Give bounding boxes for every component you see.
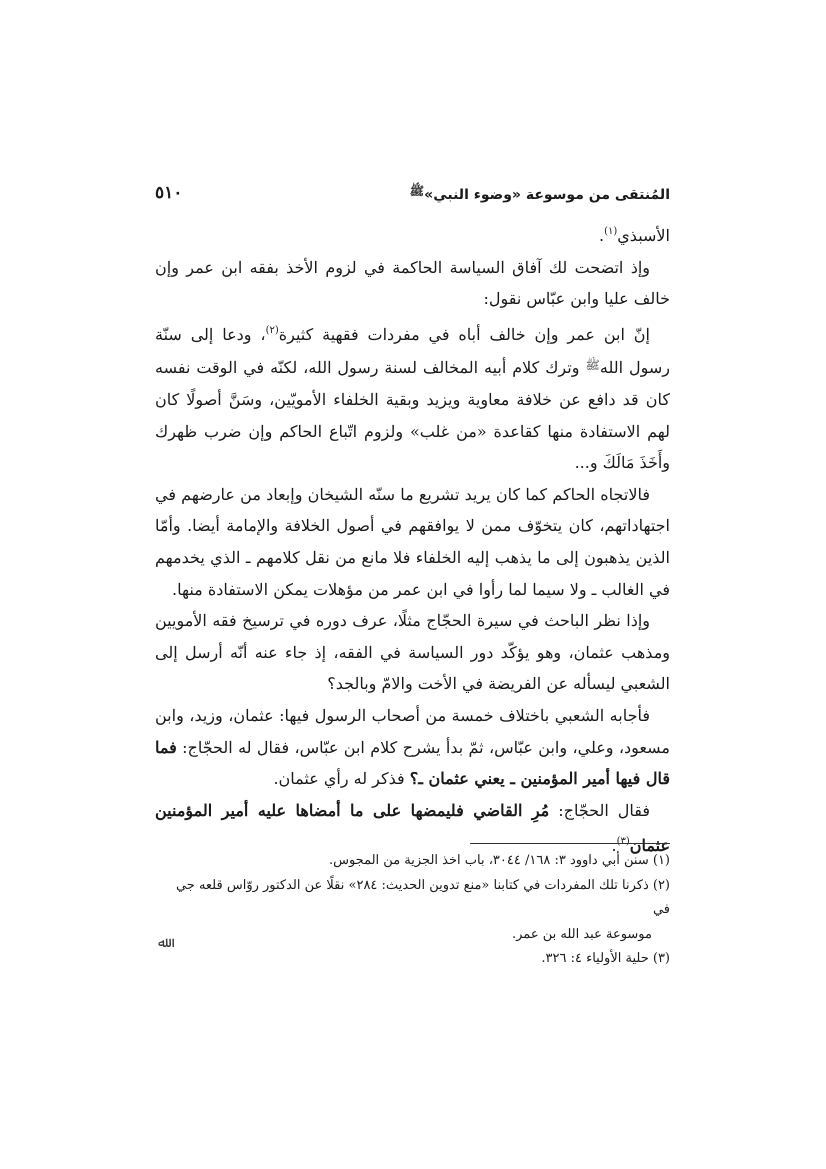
main-text (155, 216, 670, 862)
footnotes (155, 849, 670, 972)
paragraph-7-bold: مُرِ القاضي فليمضها على ما أمضاها عليه أمير المؤمنين عثمان (155, 800, 670, 856)
paragraph-3 (155, 315, 670, 479)
footnote-2-continued: موسوعة عبد الله بن عمر. (512, 926, 652, 942)
paragraph-5: وإذا نظر الباحث في سيرة الحجّاج مثلًا، عرف دوره في ترسيخ فقه الأمويين ومذهب عثمان، وهو يؤكّد دور السياسة في الفقه، إذ جاء عنه أنّه أرسل إلى الشعبي ليسأله عن الفريضة في الأخت والامّ وبالجد؟ (155, 611, 670, 694)
corner-ornament: ﷲ (158, 935, 167, 951)
paragraph-6-text-a: فأجابه الشعبي باختلاف خمسة من أصحاب الرسول فيها: عثمان، وزيد، وابن مسعود، وعلي، وابن عبّاس، ثمّ بدأ يشرح كلام ابن عبّاس، فقال له الحجّاج: (155, 705, 670, 757)
paragraph-1-end: . (598, 226, 605, 245)
paragraph-3-text-a: إنّ ابن عمر وإن خالف أباه في مفردات فقهية كثيرة (278, 324, 650, 344)
footnote-ref-1: (١) (604, 226, 618, 237)
footnote-1: (١) سنن أبي داوود ٣: ١٦٨/ ٣٠٤٤، باب اخذ الجزية من المجوس. (328, 853, 670, 868)
footnote-ref-3: (٣) (616, 836, 630, 848)
paragraph-1 (155, 216, 670, 252)
paragraph-3-text-b: ، ودعا إلى سنّة رسول الله (155, 324, 671, 378)
paragraph-3-text-c: وترك كلام أبيه المخالف لسنة رسول الله، لكنّه في الوقت نفسه كان قد دافع عن خلافة معاوية ويزيد وبقية الخلفاء الأمويّين، وسَنَّ أصولًا كان لهم الاستفادة منها كقاعدة «من غلب» ولزوم اتّباع الحاكم وإن ضرب ظهرك وأَخَذَ مَالَكَ و... (155, 358, 670, 473)
paragraph-2: وإذ اتضحت لك آفاق السياسة الحاكمة في لزوم الأخذ بفقه ابن عمر وإن خالف عليا وابن عبّاس نقول: (155, 257, 670, 309)
running-title (410, 184, 670, 203)
paragraph-1-text: الأسبذي (617, 226, 670, 245)
paragraph-6-text-b: فذكر له رأي عثمان. (273, 769, 410, 789)
paragraph-7-end: . (611, 836, 617, 856)
paragraph-4: فالاتجاه الحاكم كما كان يريد تشريع ما سنّه الشيخان وإبعاد من عارضهم في اجتهاداتهم، كان يتخوّف ممن لا يوافقهم في أصول الخلافة والإمامة أيضا. وأمّا الذين يذهبون إلى ما يذهب إليه الخلفاء فلا مانع من نقل كلامهم ـ الذي يخدمهم في الغالب ـ ولا سيما لما رأوا في ابن عمر من مؤهلات يمكن الاستفادة منها. (155, 484, 670, 599)
salutation-glyph-inline: ﷺ (585, 358, 600, 373)
footnote-3: (٣) حلية الأولياء ٤: ٣٢٦. (541, 951, 670, 966)
paragraph-6 (155, 700, 670, 795)
footnote-ref-2: (٢) (265, 324, 279, 336)
paragraph-7-text-a: فقال الحجّاج: (549, 800, 650, 820)
page-header (155, 183, 670, 209)
footnote-divider (470, 843, 670, 844)
footnote-2: (٢) ذكرنا تلك المفردات في كتابنا «منع تدوين الحديث: ٢٨٤» نقلًا عن الدكتور روّاس قلعه جي في (175, 877, 670, 917)
running-title-text: المُنتقى من موسوعة «وضوء النبي» (424, 187, 670, 203)
page-number: ٥١٠ (155, 183, 183, 203)
paragraph-6-bold: فما قال فيها أمير المؤمنين ـ يعني عثمان ـ؟ (155, 737, 670, 789)
salutation-glyph: ﷺ (409, 184, 425, 198)
